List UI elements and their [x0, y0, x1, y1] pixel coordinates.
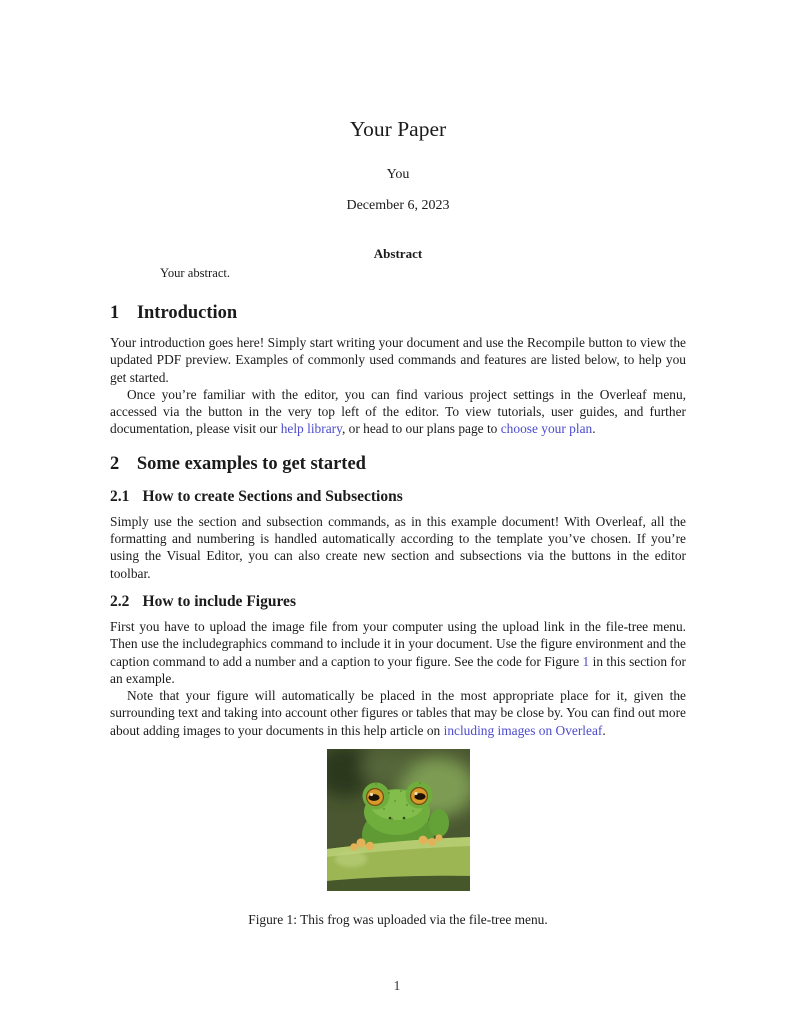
text-run: First you have to upload the image file from your computer using the upload link in the file-tree menu. Then use the includegraphics command to include it in your document. Use the figure environment and the caption command to add a number and a caption to your figure. See the code for Figure — [110, 618, 686, 669]
section-2-number: 2 — [110, 453, 120, 474]
section-1-heading — [110, 302, 686, 324]
abstract-text: Your abstract. — [160, 266, 231, 280]
text-run: in this section for an example. — [110, 653, 686, 686]
help-library-link[interactable]: help library — [280, 421, 342, 437]
paper-author: You — [386, 167, 410, 182]
subsection-2-1-number: 2.1 — [110, 487, 130, 505]
section-1-number: 1 — [110, 303, 120, 323]
page-number: 1 — [393, 978, 401, 993]
frog-photo — [327, 749, 470, 891]
figures-paragraph-1 — [110, 618, 686, 687]
text-run: , or head to our plans page to — [341, 421, 501, 437]
subsection-2-2-heading — [110, 592, 686, 611]
subsection-2-2-title: How to include Figures — [142, 592, 296, 610]
figure-container — [110, 749, 686, 928]
figure-1-ref-link[interactable]: 1 — [582, 653, 590, 669]
intro-paragraph-2 — [110, 386, 686, 438]
subsection-2-1-heading — [110, 487, 686, 506]
intro-paragraph-1: Your introduction goes here! Simply start writing your document and use the Recompile button to view the updated PDF preview. Examples of commonly used commands and features are listed below, to help you get started. — [110, 335, 686, 385]
section-2-heading — [110, 453, 686, 475]
figures-paragraph-2 — [110, 687, 686, 739]
text-run: . — [592, 421, 596, 437]
abstract-heading: Abstract — [373, 246, 423, 261]
text-run: . — [602, 722, 606, 738]
subsection-2-2-number: 2.2 — [110, 592, 130, 610]
text-run: Once you’re familiar with the editor, you can find various project settings in the Overleaf menu, accessed via the button in the very top left of the editor. To view tutorials, user guides, and further documentation, please visit our — [110, 386, 686, 437]
including-images-link[interactable]: including images on Overleaf — [443, 722, 603, 738]
paper-date: December 6, 2023 — [346, 198, 450, 213]
paper-title: Your Paper — [349, 117, 447, 141]
frog-nostril-left — [388, 817, 391, 820]
section-1-title: Introduction — [136, 303, 238, 323]
choose-your-plan-link[interactable]: choose your plan — [500, 421, 593, 437]
subsection-2-1-title: How to create Sections and Subsections — [142, 487, 403, 505]
frog-nostril-right — [402, 817, 405, 820]
figure-caption: Figure 1: This frog was uploaded via the file-tree menu. — [248, 912, 548, 928]
abstract-section — [110, 246, 686, 281]
subsection-2-1-paragraph: Simply use the section and subsection commands, as in this example document! With Overleaf, all the formatting and numbering is handled automatically according to the template you’ve chosen. If you’re using the Visual Editor, you can also create new section and subsections via the buttons in the editor toolbar. — [110, 513, 686, 581]
frog-limb — [429, 809, 449, 837]
section-2-title: Some examples to get started — [136, 453, 366, 474]
text-run: Note that your figure will automatically be placed in the most appropriate place for it, given the surrounding text and taking into account other figures or tables that may be close by. You can find out more about adding images to your documents in this help article on — [110, 688, 686, 738]
